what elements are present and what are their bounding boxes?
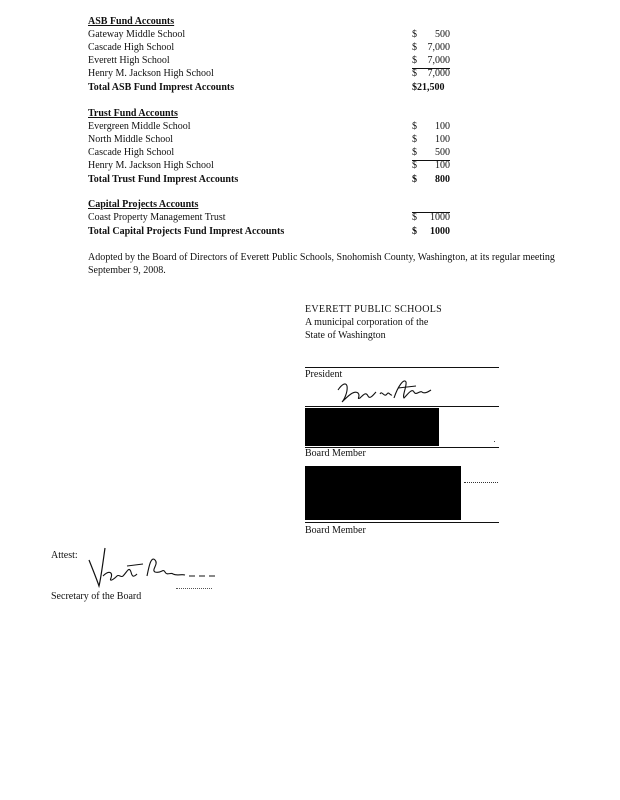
trust-row-name: Henry M. Jackson High School bbox=[88, 160, 214, 171]
redaction-box bbox=[305, 408, 439, 446]
attest-label: Attest: bbox=[51, 550, 78, 561]
asb-row-amount: $ 7,000 bbox=[412, 68, 450, 79]
asb-heading: ASB Fund Accounts bbox=[88, 16, 175, 27]
redaction-box bbox=[305, 466, 461, 520]
board-member-label: Board Member bbox=[305, 448, 366, 459]
org-line-2: A municipal corporation of the bbox=[305, 317, 429, 328]
trust-row-name: Evergreen Middle School bbox=[88, 121, 191, 132]
signature-line-president bbox=[305, 406, 499, 407]
org-name: EVERETT PUBLIC SCHOOLS bbox=[305, 304, 442, 315]
trust-row-name: Cascade High School bbox=[88, 147, 175, 158]
secretary-signature bbox=[85, 542, 225, 592]
asb-row-name: Cascade High School bbox=[88, 42, 175, 53]
trust-row-name: North Middle School bbox=[88, 134, 173, 145]
capital-heading: Capital Projects Accounts bbox=[88, 199, 199, 210]
capital-total-label: Total Capital Projects Fund Imprest Accounts bbox=[88, 226, 285, 237]
signature-line-board-member-2 bbox=[305, 522, 499, 523]
asb-row-name: Gateway Middle School bbox=[88, 29, 186, 40]
asb-total-label: Total ASB Fund Imprest Accounts bbox=[88, 82, 235, 93]
capital-row-amount: $ 1000 bbox=[412, 212, 450, 223]
trust-total-label: Total Trust Fund Imprest Accounts bbox=[88, 174, 239, 185]
signature-line-top bbox=[305, 367, 499, 368]
org-line-3: State of Washington bbox=[305, 330, 386, 341]
capital-row-name: Coast Property Management Trust bbox=[88, 212, 226, 223]
asb-total-amount: $21,500 bbox=[412, 82, 445, 93]
president-label: President bbox=[305, 369, 343, 380]
trust-heading: Trust Fund Accounts bbox=[88, 108, 178, 119]
adoption-paragraph: Adopted by the Board of Directors of Everett Public Schools, Snohomish County, Washington, at its regular meeting September 9, 2008. bbox=[88, 252, 555, 276]
president-signature bbox=[334, 376, 434, 406]
trust-row-amount: $ 100 bbox=[412, 160, 450, 171]
secretary-label: Secretary of the Board bbox=[51, 591, 142, 602]
asb-row-name: Henry M. Jackson High School bbox=[88, 68, 214, 79]
board-member-label: Board Member bbox=[305, 525, 366, 536]
asb-row-name: Everett High School bbox=[88, 55, 170, 66]
